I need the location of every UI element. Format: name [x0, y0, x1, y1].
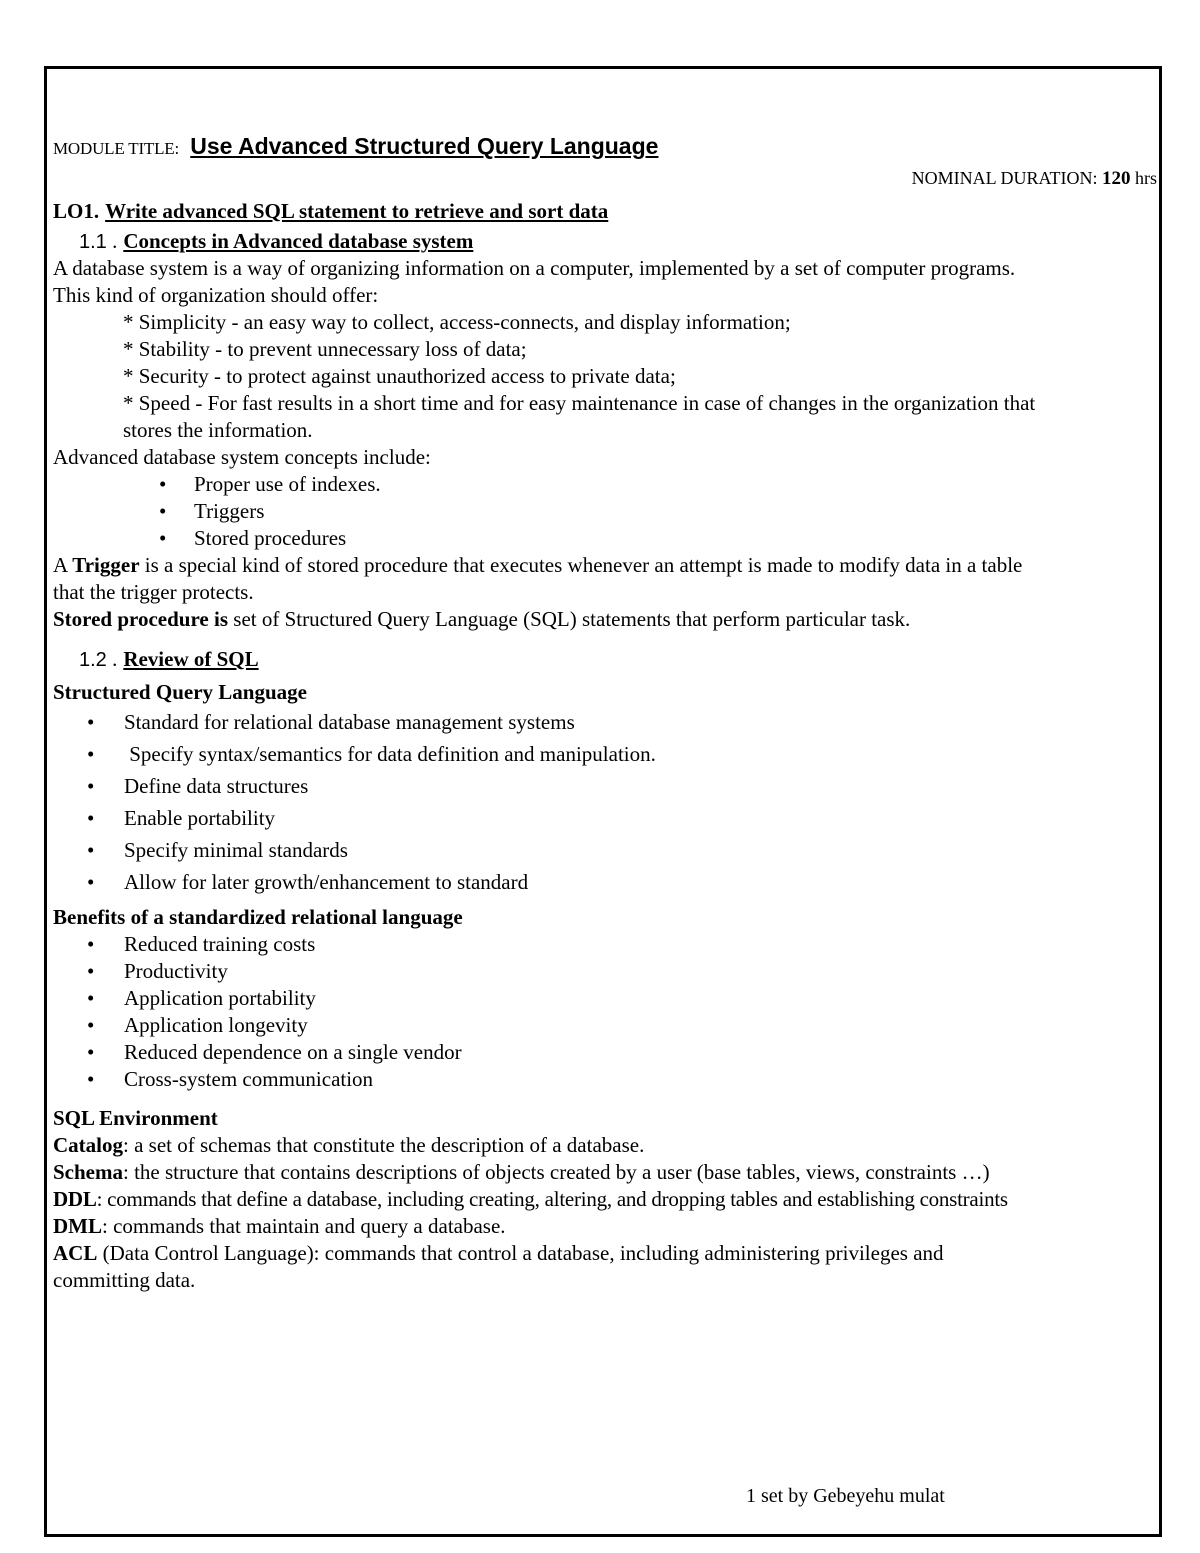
list-item: • Specify minimal standards	[53, 834, 1159, 866]
trigger-definition-cont: that the trigger protects.	[53, 580, 254, 604]
catalog-definition: Catalog: a set of schemas that constitute the description of a database.	[53, 1133, 645, 1157]
offer-speed: * Speed - For fast results in a short time and for easy maintenance in case of changes in the organization that	[123, 391, 1036, 415]
acl-definition-cont: committing data.	[53, 1268, 196, 1292]
list-item: • Reduced training costs	[87, 932, 316, 956]
module-title-label: MODULE TITLE:	[53, 139, 179, 158]
offer-speed-continuation: stores the information.	[123, 418, 313, 442]
stored-procedure-definition: Stored procedure is set of Structured Query Language (SQL) statements that perform particular task.	[53, 607, 911, 631]
list-item: • Proper use of indexes.	[159, 472, 381, 496]
section-1-2-number: 1.2	[79, 649, 107, 671]
bullet-icon: •	[87, 838, 95, 862]
nominal-duration	[53, 165, 1159, 195]
ddl-term: DDL	[53, 1187, 97, 1211]
schema-term: Schema	[53, 1160, 123, 1184]
offer-simplicity: * Simplicity - an easy way to collect, access-connects, and display information;	[123, 310, 791, 334]
bullet-icon: •	[87, 870, 95, 894]
db-system-definition: A database system is a way of organizing information on a computer, implemented by a set of computer programs.	[53, 256, 1016, 280]
acl-definition: ACL (Data Control Language): commands that control a database, including administering privileges and	[53, 1241, 944, 1265]
list-item: • Application longevity	[87, 1013, 308, 1037]
list-item: • Define data structures	[53, 770, 1159, 802]
lo1-heading	[53, 197, 1159, 227]
page-footer: 1 set by Gebeyehu mulat	[746, 1485, 945, 1507]
ddl-definition: DDL: commands that define a database, including creating, altering, and dropping tables and establishing constraints	[53, 1187, 1008, 1211]
bullet-icon: •	[87, 1067, 95, 1091]
bullet-icon: •	[87, 742, 95, 766]
bullet-icon: •	[159, 499, 167, 523]
list-item: • Productivity	[87, 959, 228, 983]
list-item: • Allow for later growth/enhancement to standard	[53, 866, 1159, 898]
list-item: • Reduced dependence on a single vendor	[87, 1040, 462, 1064]
bullet-icon: •	[87, 986, 95, 1010]
dml-definition: DML: commands that maintain and query a database.	[53, 1214, 506, 1238]
list-item: • Stored procedures	[159, 526, 347, 550]
module-title: Use Advanced Structured Query Language	[190, 133, 659, 159]
catalog-term: Catalog	[53, 1133, 123, 1157]
list-item: • Cross-system communication	[87, 1067, 374, 1091]
bullet-icon: •	[87, 959, 95, 983]
lo1-number: LO1.	[53, 199, 100, 223]
lo1-title: Write advanced SQL statement to retrieve and sort data	[105, 199, 609, 223]
offer-stability: * Stability - to prevent unnecessary loss of data;	[123, 337, 527, 361]
section-1-2-title: Review of SQL	[123, 647, 259, 671]
stored-procedure-term: Stored procedure is	[53, 607, 229, 631]
benefits-heading: Benefits of a standardized relational language	[53, 905, 463, 929]
section-1-1-number: 1.1	[79, 231, 107, 253]
bullet-icon: •	[87, 806, 95, 830]
trigger-term: Trigger	[72, 553, 140, 577]
duration-value: 120	[1102, 168, 1131, 189]
sql-features-list	[53, 706, 1159, 898]
bullet-icon: •	[87, 1040, 95, 1064]
document-body	[53, 133, 1159, 1294]
section-1-1-title: Concepts in Advanced database system	[123, 229, 474, 253]
list-item: • Specify syntax/semantics for data definition and manipulation.	[53, 738, 1159, 770]
bullet-icon: •	[87, 710, 95, 734]
bullet-icon: •	[159, 526, 167, 550]
dml-term: DML	[53, 1214, 102, 1238]
duration-unit: hrs	[1135, 168, 1157, 188]
list-item: • Application portability	[87, 986, 316, 1010]
sql-environment-heading: SQL Environment	[53, 1106, 218, 1130]
list-item: • Standard for relational database management systems	[53, 706, 1159, 738]
list-item: • Triggers	[159, 499, 265, 523]
acl-term: ACL	[53, 1241, 98, 1265]
sql-heading: Structured Query Language	[53, 680, 307, 704]
list-item: • Enable portability	[53, 802, 1159, 834]
duration-label: NOMINAL DURATION:	[911, 168, 1098, 188]
bullet-icon: •	[87, 932, 95, 956]
bullet-icon: •	[87, 1013, 95, 1037]
benefits-list	[53, 931, 1159, 1093]
offer-security: * Security - to protect against unauthorized access to private data;	[123, 364, 676, 388]
bullet-icon: •	[87, 774, 95, 798]
module-title-line	[53, 133, 1159, 165]
section-1-1-heading: 1.1 . Concepts in Advanced database system	[79, 229, 474, 253]
bullet-icon: •	[159, 472, 167, 496]
section-1-2-heading: 1.2 . Review of SQL	[79, 647, 259, 671]
concepts-intro: Advanced database system concepts include:	[53, 445, 431, 469]
organization-intro: This kind of organization should offer:	[53, 283, 379, 307]
concepts-list	[53, 471, 1159, 552]
trigger-definition: A Trigger is a special kind of stored procedure that executes whenever an attempt is made to modify data in a table	[53, 553, 1023, 577]
schema-definition: Schema: the structure that contains descriptions of objects created by a user (base tables, views, constraints …)	[53, 1160, 990, 1184]
